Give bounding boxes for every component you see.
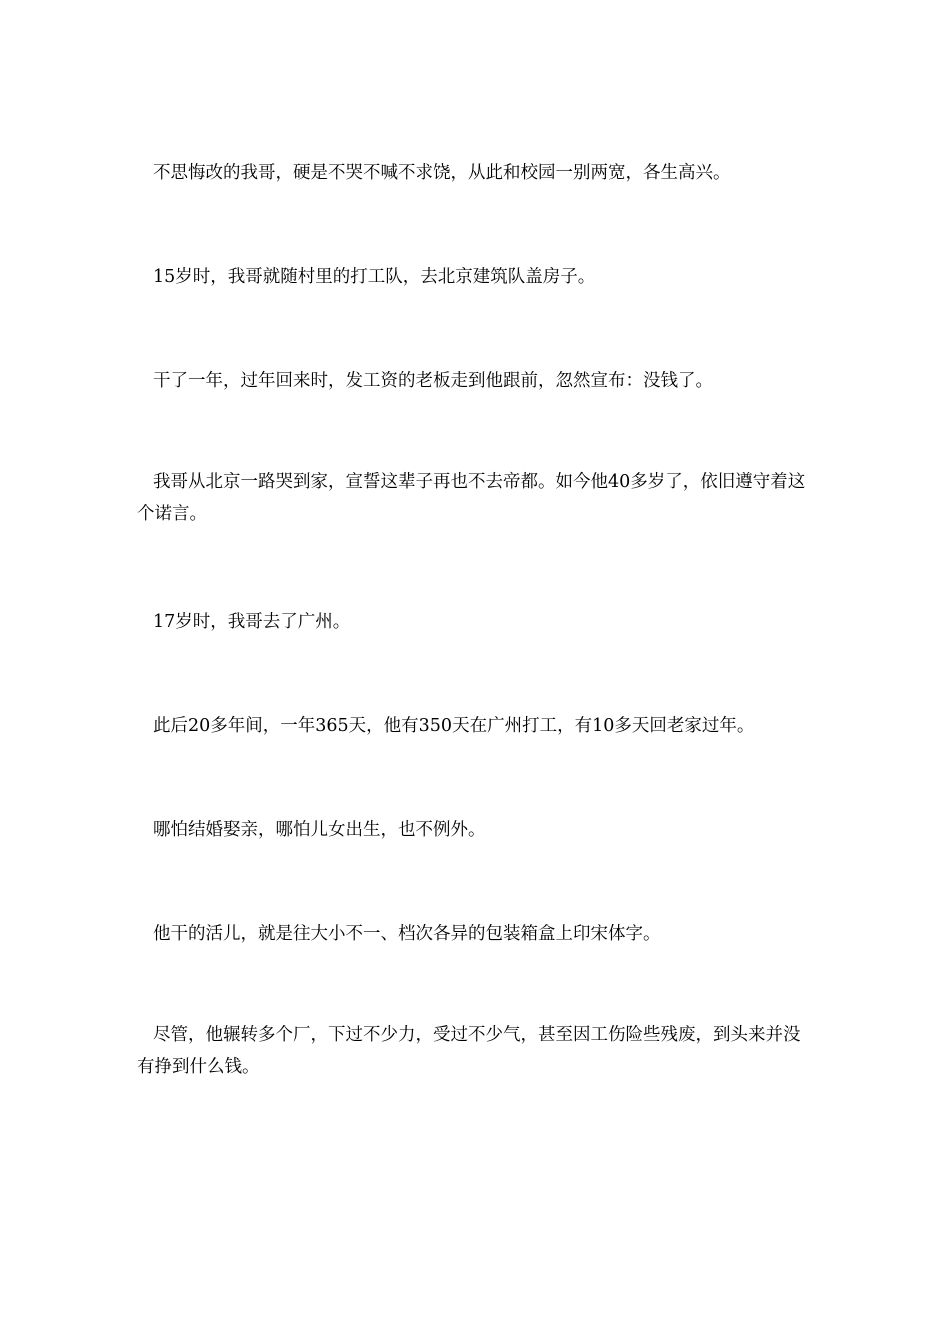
paragraph-6: 此后20多年间，一年365天，他有350天在广州打工，有10多天回老家过年。: [153, 716, 755, 736]
paragraph-4: 我哥从北京一路哭到家，宣誓这辈子再也不去帝都。如今他40多岁了，依旧遵守着这个诺言。: [137, 472, 806, 524]
paragraph-7: 哪怕结婚娶亲，哪怕儿女出生，也不例外。: [153, 820, 486, 840]
paragraph-3: 干了一年，过年回来时，发工资的老板走到他跟前，忽然宣布：没钱了。: [153, 371, 713, 391]
paragraph-1: 不思悔改的我哥，硬是不哭不喊不求饶，从此和校园一别两宽，各生高兴。: [153, 163, 731, 183]
paragraph-9: 尽管，他辗转多个厂，下过不少力，受过不少气，甚至因工伤险些残废，到头来并没有挣到什么钱。: [137, 1025, 801, 1077]
paragraph-8: 他干的活儿，就是往大小不一、档次各异的包装箱盒上印宋体字。: [153, 924, 661, 944]
paragraph-2: 15岁时，我哥就随村里的打工队，去北京建筑队盖房子。: [153, 267, 596, 287]
paragraph-5: 17岁时，我哥去了广州。: [153, 612, 351, 632]
